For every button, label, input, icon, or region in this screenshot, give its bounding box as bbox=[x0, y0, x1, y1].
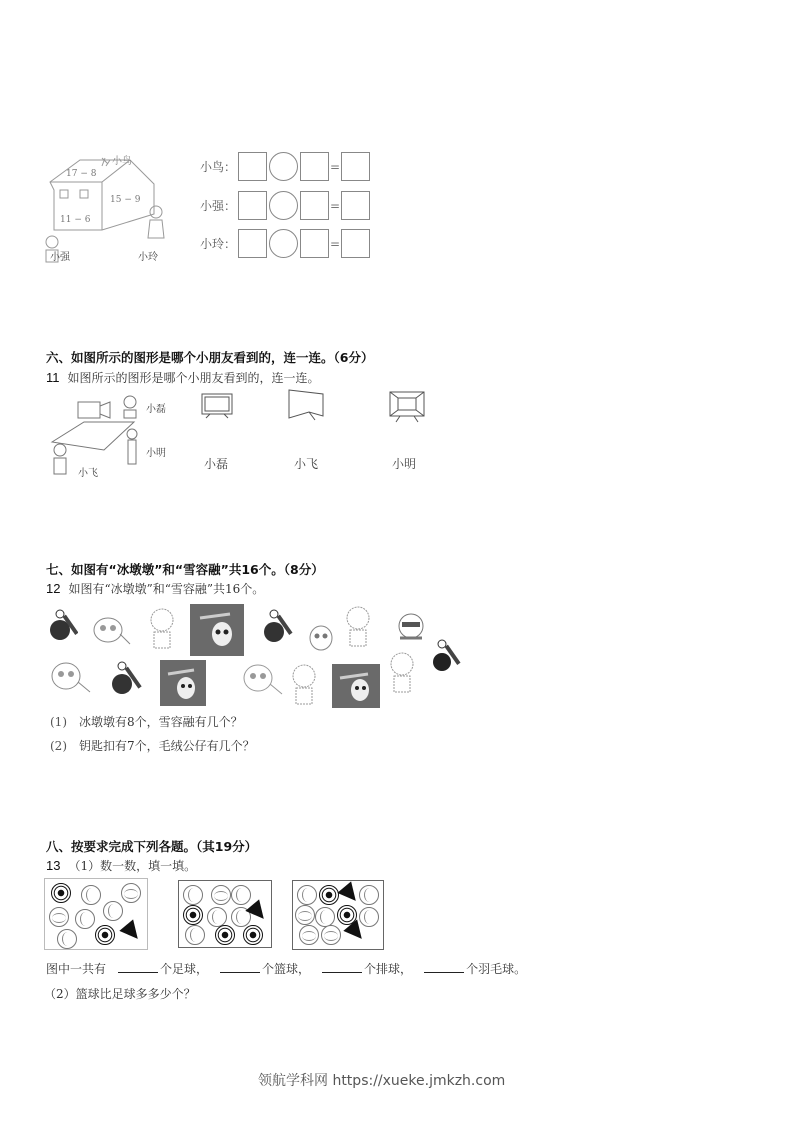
equals-sign: = bbox=[329, 236, 341, 251]
view-label-3: 小明 bbox=[392, 457, 417, 471]
answer-blank-basketball[interactable] bbox=[220, 962, 260, 973]
volleyball-icon bbox=[299, 925, 319, 945]
section-7-heading: 七、如图有“冰墩墩”和“雪容融”共16个。（8分） bbox=[46, 562, 324, 577]
scene-label-ming: 小明 bbox=[146, 448, 166, 459]
keychain-bingdwendwen-icon bbox=[48, 608, 78, 654]
result-box[interactable] bbox=[341, 152, 370, 181]
svg-text:11 − 6: 11 − 6 bbox=[60, 215, 91, 225]
balls-box-1 bbox=[44, 878, 148, 950]
question-13 bbox=[46, 857, 196, 874]
equation-label: 小鸟： bbox=[200, 160, 237, 174]
svg-text:17 − 8: 17 − 8 bbox=[66, 169, 97, 179]
operator-circle[interactable] bbox=[269, 152, 298, 181]
soccer-ball-icon bbox=[319, 885, 339, 905]
plush-bingdwendwen-icon bbox=[240, 660, 284, 702]
answer-blank-soccer[interactable] bbox=[118, 962, 158, 973]
equals-sign: = bbox=[329, 198, 341, 213]
footer-watermark: 领航学科网 https://xueke.jmkzh.com bbox=[258, 1073, 506, 1089]
label-qiang: 小强 bbox=[50, 252, 70, 263]
basketball-icon bbox=[103, 901, 123, 921]
equation-row-ling bbox=[200, 229, 370, 258]
section-6-heading: 六、如图所示的图形是哪个小朋友看到的，连一连。（6分） bbox=[46, 350, 374, 365]
fill-item: 个足球， bbox=[160, 962, 209, 976]
scene-label-lei: 小磊 bbox=[146, 404, 166, 415]
plush-shueyrhonrhon-icon bbox=[148, 606, 176, 658]
result-box[interactable] bbox=[341, 229, 370, 258]
answer-box[interactable] bbox=[238, 152, 267, 181]
question-11 bbox=[46, 369, 320, 386]
soccer-ball-icon bbox=[215, 925, 235, 945]
view-label-1: 小磊 bbox=[204, 457, 229, 471]
question-number: 11 bbox=[46, 370, 60, 385]
view-label-2: 小飞 bbox=[294, 457, 319, 471]
sub-question-text: 钥匙扣有7个，毛绒公仔有几个？ bbox=[79, 739, 255, 753]
fill-item: 个篮球， bbox=[262, 962, 311, 976]
view-back[interactable] bbox=[388, 390, 428, 424]
answer-box[interactable] bbox=[300, 229, 329, 258]
fill-in-line bbox=[46, 960, 526, 977]
basketball-icon bbox=[75, 909, 95, 929]
result-box[interactable] bbox=[341, 191, 370, 220]
plush-shueyrhonrhon-icon bbox=[344, 604, 372, 656]
equation-row-qiang bbox=[200, 191, 370, 220]
photo-keychain-bingdwendwen-icon bbox=[332, 664, 380, 708]
monitor-side-view-icon bbox=[287, 388, 327, 422]
plush-bingdwendwen-icon bbox=[396, 610, 428, 650]
monitor-front-view-icon bbox=[200, 392, 236, 422]
label-bird: 小鸟 bbox=[112, 156, 132, 167]
volleyball-icon bbox=[121, 883, 141, 903]
soccer-ball-icon bbox=[51, 883, 71, 903]
keychain-bingdwendwen-icon bbox=[262, 608, 294, 656]
basketball-icon bbox=[359, 885, 379, 905]
photo-keychain-bingdwendwen-icon bbox=[160, 660, 206, 706]
fill-prefix: 图中一共有 bbox=[46, 962, 107, 976]
soccer-ball-icon bbox=[183, 905, 203, 925]
equation-row-bird bbox=[200, 152, 370, 181]
basketball-icon bbox=[359, 907, 379, 927]
equation-label: 小玲： bbox=[200, 237, 237, 251]
keychain-bingdwendwen-icon bbox=[110, 660, 144, 708]
photo-keychain-bingdwendwen-icon bbox=[190, 604, 244, 656]
question-12 bbox=[46, 580, 264, 597]
basketball-icon bbox=[81, 885, 101, 905]
question-text: （1）数一数，填一填。 bbox=[68, 859, 197, 873]
view-side[interactable] bbox=[287, 388, 327, 422]
answer-box[interactable] bbox=[238, 191, 267, 220]
soccer-ball-icon bbox=[243, 925, 263, 945]
sub-question-number: (2) bbox=[50, 739, 67, 753]
sub-question-2 bbox=[50, 737, 255, 754]
question-number: 12 bbox=[46, 581, 61, 596]
house-figure bbox=[42, 150, 172, 265]
section-8-heading: 八、按要求完成下列各题。（其19分） bbox=[46, 839, 258, 854]
plush-bingdwendwen-icon bbox=[48, 658, 92, 700]
question-text: 如图所示的图形是哪个小朋友看到的，连一连。 bbox=[67, 371, 320, 385]
equation-label: 小强： bbox=[200, 199, 237, 213]
answer-box[interactable] bbox=[300, 152, 329, 181]
basketball-icon bbox=[57, 929, 77, 949]
operator-circle[interactable] bbox=[269, 191, 298, 220]
scene-label-fei: 小飞 bbox=[78, 468, 98, 479]
basketball-icon bbox=[183, 885, 203, 905]
svg-text:15 − 9: 15 − 9 bbox=[110, 195, 141, 205]
volleyball-icon bbox=[321, 925, 341, 945]
answer-box[interactable] bbox=[238, 229, 267, 258]
mascot-stickers-figure bbox=[44, 600, 469, 710]
answer-blank-shuttlecock[interactable] bbox=[424, 962, 464, 973]
plush-bingdwendwen-icon bbox=[306, 622, 336, 660]
operator-circle[interactable] bbox=[269, 229, 298, 258]
balls-box-3 bbox=[292, 880, 384, 950]
shuttlecock-icon bbox=[119, 919, 144, 944]
basketball-icon bbox=[207, 907, 227, 927]
monitor-back-view-icon bbox=[388, 390, 428, 424]
volleyball-icon bbox=[211, 885, 231, 905]
view-front[interactable] bbox=[200, 392, 236, 422]
basketball-icon bbox=[297, 885, 317, 905]
volleyball-icon bbox=[49, 907, 69, 927]
sub-question-2-text: （2）篮球比足球多多少个？ bbox=[44, 987, 196, 1001]
computer-scene-figure bbox=[44, 392, 184, 482]
keychain-bingdwendwen-icon bbox=[432, 638, 464, 686]
fill-item: 个羽毛球。 bbox=[466, 962, 527, 976]
answer-box[interactable] bbox=[300, 191, 329, 220]
soccer-ball-icon bbox=[95, 925, 115, 945]
basketball-icon bbox=[315, 907, 335, 927]
sub-question-number: (1) bbox=[50, 715, 67, 729]
fill-item: 个排球， bbox=[364, 962, 413, 976]
volleyball-icon bbox=[295, 905, 315, 925]
plush-bingdwendwen-icon bbox=[90, 614, 132, 652]
question-text: 如图有“冰墩墩”和“雪容融”共16个。 bbox=[68, 582, 265, 596]
sub-question-1 bbox=[50, 713, 243, 730]
question-number: 13 bbox=[46, 858, 61, 873]
balls-box-2 bbox=[178, 880, 272, 948]
label-ling: 小玲 bbox=[138, 252, 158, 263]
plush-shueyrhonrhon-icon bbox=[388, 650, 416, 700]
sub-question-text: 冰墩墩有8个，雪容融有几个？ bbox=[79, 715, 243, 729]
plush-shueyrhonrhon-icon bbox=[290, 662, 318, 712]
answer-blank-volleyball[interactable] bbox=[322, 962, 362, 973]
basketball-icon bbox=[231, 885, 251, 905]
equals-sign: = bbox=[329, 159, 341, 174]
basketball-icon bbox=[185, 925, 205, 945]
